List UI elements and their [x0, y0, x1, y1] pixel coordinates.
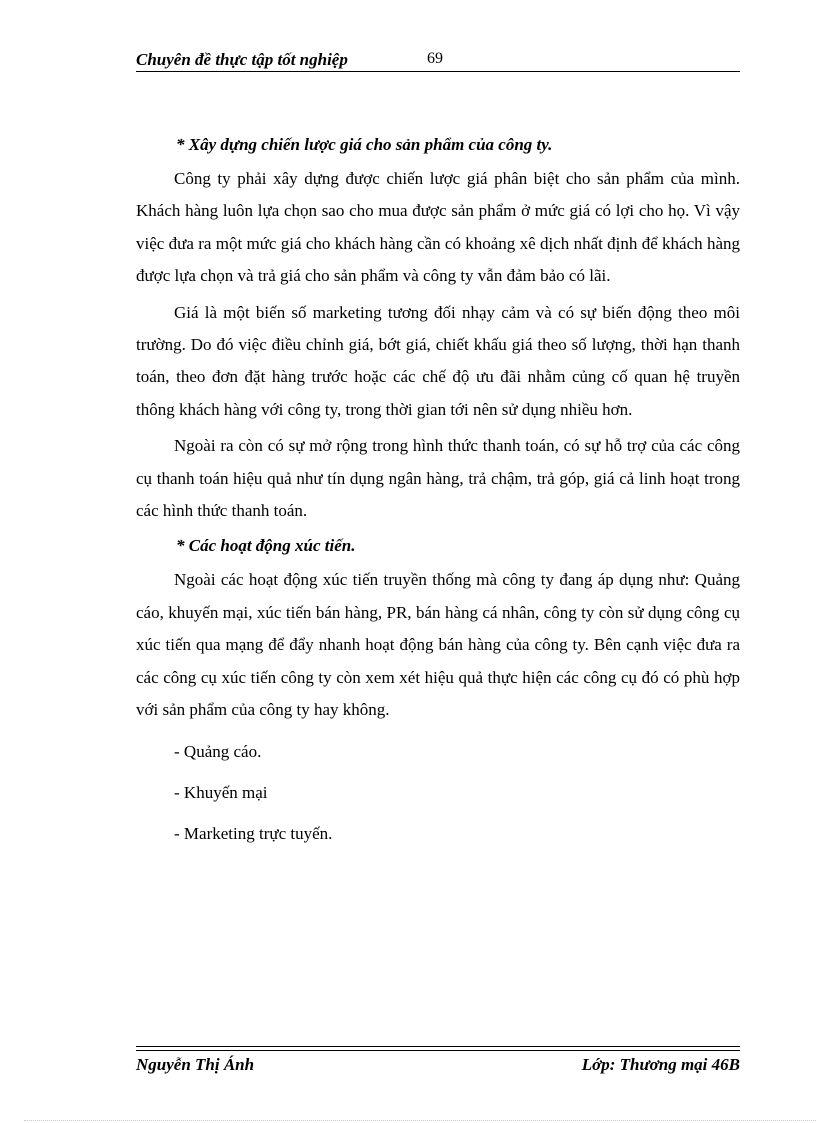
page-body — [136, 130, 740, 854]
author-name: Nguyễn Thị Ánh — [136, 1055, 255, 1074]
list-item-online-marketing: - Marketing trực tuyến. — [174, 823, 333, 843]
footer-divider-thick — [136, 1046, 740, 1047]
section-heading-promotion: * Các hoạt động xúc tiến. — [176, 536, 356, 556]
page-number: 69 — [427, 50, 443, 67]
list-item-advertising: - Quảng cáo. — [174, 741, 262, 761]
paragraph-pricing-2: Giá là một biến số marketing tương đối nhạy cảm và có sự biến động theo môi trường. Do đó việc điều chỉnh giá, bớt giá, chiết khấu giá theo số lượng, thời hạn thanh toán, theo đơn đặt hàng trước hoặc các chế độ ưu đãi nhằm củng cố quan hệ truyền thông khách hàng với công ty, trong thời gian tới nên sử dụng nhiều hơn. — [136, 302, 740, 419]
footer-divider-thin — [136, 1050, 740, 1051]
page-edge — [24, 1120, 816, 1121]
paragraph-promotion: Ngoài các hoạt động xúc tiến truyền thống mà công ty đang áp dụng như: Quảng cáo, khuyến mại, xúc tiến bán hàng, PR, bán hàng cá nhân, công ty còn sử dụng công cụ xúc tiến qua mạng để đẩy nhanh hoạt động bán hàng của công ty. Bên cạnh việc đưa ra các công cụ xúc tiến công ty còn xem xét hiệu quả thực hiện các công cụ đó có phù hợp với sản phẩm của công ty hay không. — [136, 570, 740, 720]
paragraph-pricing-3: Ngoài ra còn có sự mở rộng trong hình thức thanh toán, có sự hỗ trợ của các công cụ thanh toán hiệu quả như tín dụng ngân hàng, trả chậm, trả góp, giá cả linh hoạt trong các hình thức thanh toán. — [136, 436, 740, 521]
page-footer — [136, 1055, 740, 1077]
header-divider — [136, 71, 740, 72]
page-header — [136, 50, 740, 72]
section-heading-pricing: * Xây dựng chiến lược giá cho sản phẩm của công ty. — [176, 135, 553, 154]
document-title: Chuyên đề thực tập tốt nghiệp — [136, 50, 348, 69]
list-item-sales-promotion: - Khuyến mại — [174, 782, 268, 802]
class-label: Lớp: Thương mại 46B — [581, 1055, 740, 1074]
paragraph-pricing-1: Công ty phải xây dựng được chiến lược giá phân biệt cho sản phẩm của mình. Khách hàng luôn lựa chọn sao cho mua được sản phẩm ở mức giá có lợi cho họ. Vì vậy việc đưa ra một mức giá cho khách hàng cần có khoảng xê dịch nhất định để khách hàng được lựa chọn và trả giá cho sản phẩm và công ty vẫn đảm bảo có lãi. — [136, 169, 740, 286]
